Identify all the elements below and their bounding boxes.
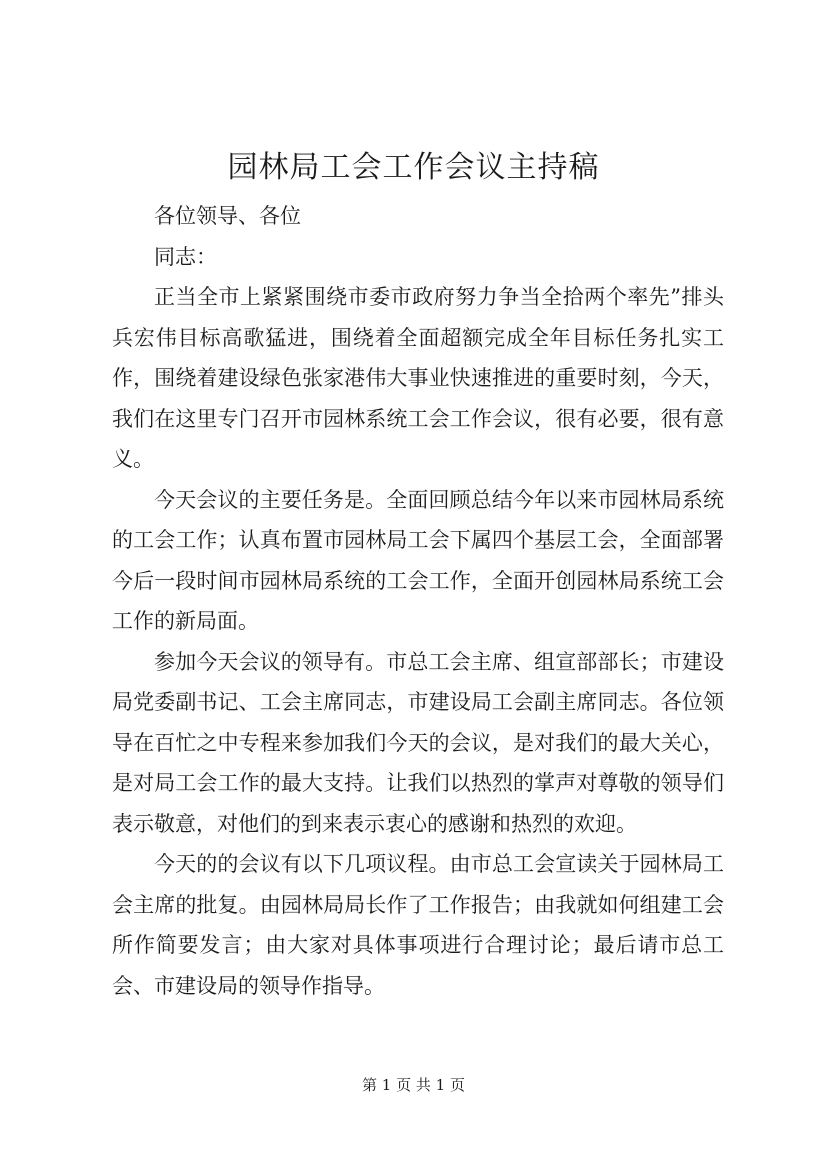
paragraph-2: 今天会议的主要任务是。全面回顾总结今年以来市园林局系统的工会工作；认真布置市园林局工会下属四个基层工会，全面部署今后一段时间市园林局系统的工会工作，全面开创园林局系统工会工作的新局面。 (112, 487, 724, 633)
paragraph-3: 参加今天会议的领导有。市总工会主席、组宣部部长；市建设局党委副书记、工会主席同志，市建设局工会副主席同志。各位领导在百忙之中专程来参加我们今天的会议，是对我们的最大关心，是对局工会工作的最大支持。让我们以热烈的掌声对尊敬的领导们表示敬意，对他们的到来表示衷心的感谢和热烈的欢迎。 (112, 649, 724, 836)
paragraph-4: 今天的的会议有以下几项议程。由市总工会宣读关于园林局工会主席的批复。由园林局局长作了工作报告；由我就如何组建工会所作简要发言；由大家对具体事项进行合理讨论；最后请市总工会、市建设局的领导作指导。 (112, 852, 724, 998)
greeting-line-2: 同志： (154, 244, 217, 269)
document-body (112, 196, 724, 1006)
greeting-line-1: 各位领导、各位 (154, 204, 301, 228)
paragraph-1: 正当全市上紧紧围绕市委市政府努力争当全拾两个率先”排头兵宏伟目标高歌猛进，围绕着全面超额完成全年目标任务扎实工作，围绕着建设绿色张家港伟大事业快速推进的重要时刻，今天，我们在这里专门召开市园林系统工会工作会议，很有必要，很有意义。 (112, 285, 724, 471)
page-number-footer: 第 1 页 共 1 页 (362, 1076, 465, 1094)
document-title: 园林局工会工作会议主持稿 (227, 150, 600, 185)
